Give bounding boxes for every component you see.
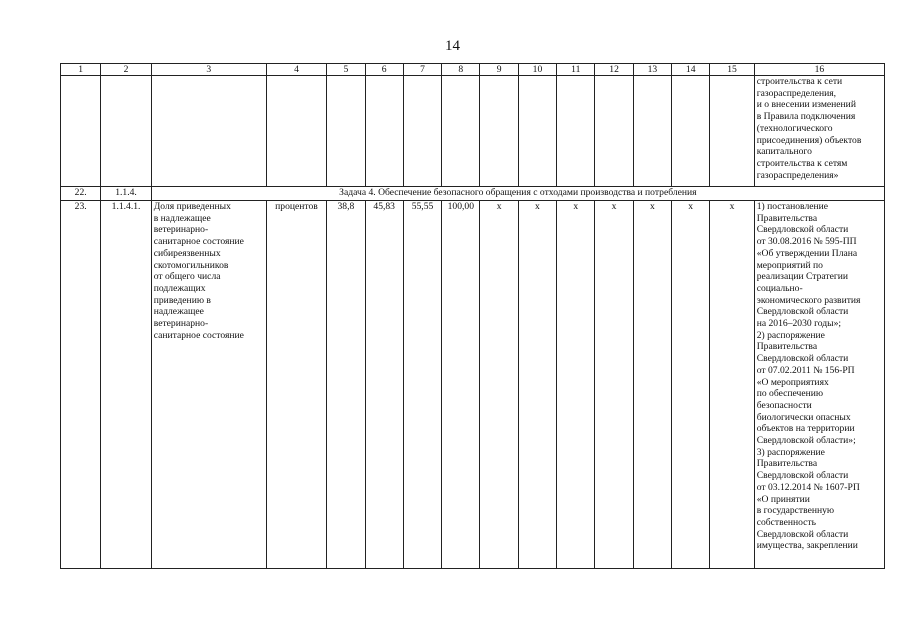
legal-sources: 1) постановление Правительства Свердловской области от 30.08.2016 № 595-ПП «Об утверждении Плана мероприятий по реализации Стратегии социально- экономического развития Свердловской области на 2016–2030 годы»; 2) распоряжение Правительства Свердловской области от 07.02.2011 № 156-РП «О мероприятиях по обеспечению безопасности биологически опасных объектов на территории Свердловской области»; 3) распоряжение Правительства Свердловской области от 03.12.2014 № 1607-РП «О принятии в государственную собственность Свердловской области имущества, закреплении	[754, 201, 884, 569]
value-col5: 38,8	[327, 201, 365, 569]
task-title: Задача 4. Обеспечение безопасного обращения с отходами производства и потребления	[151, 187, 884, 201]
row-number: 22.	[61, 187, 101, 201]
value-col8: 100,00	[442, 201, 480, 569]
header-cell: 10	[518, 64, 556, 76]
indicator-name: Доля приведенных в надлежащее ветеринарно- санитарное состояние сибиреязвенных скотомогильников от общего числа подлежащих приведению в надлежащее ветеринарно- санитарное состояние	[151, 201, 266, 569]
continued-row	[61, 76, 885, 187]
empty-cell	[518, 76, 556, 187]
header-row	[61, 64, 885, 76]
task-row	[61, 187, 885, 201]
header-cell: 2	[101, 64, 151, 76]
row-number: 23.	[61, 201, 101, 569]
empty-cell	[480, 76, 518, 187]
header-cell: 12	[595, 64, 633, 76]
empty-cell	[557, 76, 595, 187]
empty-cell	[365, 76, 403, 187]
header-cell: 16	[754, 64, 884, 76]
header-cell: 8	[442, 64, 480, 76]
value-col6: 45,83	[365, 201, 403, 569]
continued-source-text: строительства к сети газораспределения, и о внесении изменений в Правила подключения (технологического присоединения) объектов капитального строительства к сетям газораспределения»	[754, 76, 884, 187]
header-cell: 3	[151, 64, 266, 76]
value-col14: х	[672, 201, 710, 569]
header-cell: 9	[480, 64, 518, 76]
header-cell: 1	[61, 64, 101, 76]
header-cell: 15	[710, 64, 754, 76]
value-col10: х	[518, 201, 556, 569]
unit: процентов	[266, 201, 327, 569]
indicator-row	[61, 201, 885, 569]
header-cell: 4	[266, 64, 327, 76]
value-col9: х	[480, 201, 518, 569]
empty-cell	[327, 76, 365, 187]
empty-cell	[633, 76, 671, 187]
header-cell: 7	[403, 64, 441, 76]
row-code: 1.1.4.1.	[101, 201, 151, 569]
empty-cell	[151, 76, 266, 187]
empty-cell	[595, 76, 633, 187]
header-cell: 13	[633, 64, 671, 76]
empty-cell	[710, 76, 754, 187]
empty-cell	[442, 76, 480, 187]
value-col12: х	[595, 201, 633, 569]
page-number: 14	[445, 38, 460, 54]
empty-cell	[403, 76, 441, 187]
header-cell: 14	[672, 64, 710, 76]
value-col15: х	[710, 201, 754, 569]
header-cell: 5	[327, 64, 365, 76]
empty-cell	[266, 76, 327, 187]
empty-cell	[672, 76, 710, 187]
value-col7: 55,55	[403, 201, 441, 569]
empty-cell	[101, 76, 151, 187]
row-code: 1.1.4.	[101, 187, 151, 201]
header-cell: 6	[365, 64, 403, 76]
header-cell: 11	[557, 64, 595, 76]
indicators-table	[60, 63, 885, 569]
empty-cell	[61, 76, 101, 187]
value-col11: х	[557, 201, 595, 569]
value-col13: х	[633, 201, 671, 569]
